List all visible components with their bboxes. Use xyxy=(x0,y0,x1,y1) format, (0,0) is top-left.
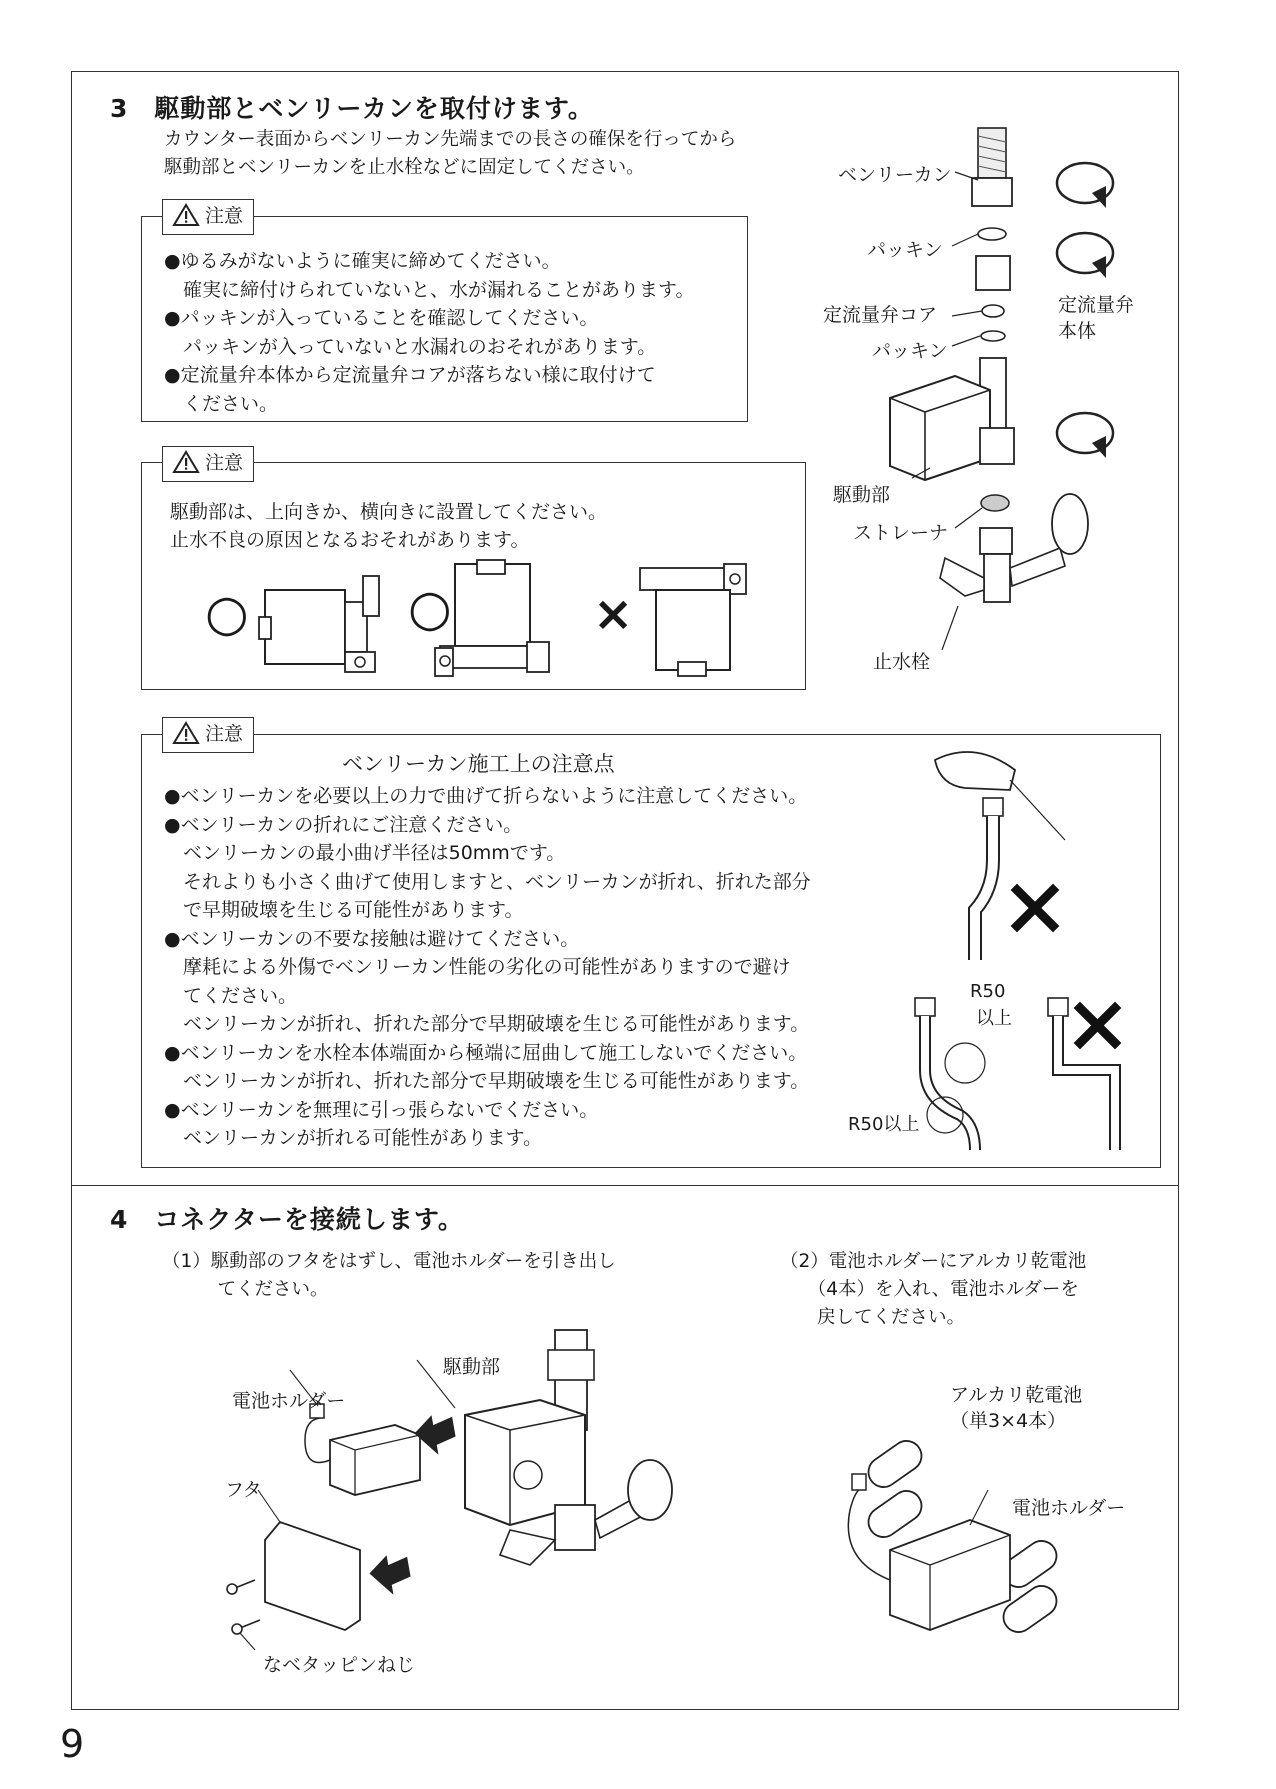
step2-line1: （2）電池ホルダーにアルカリ乾電池 xyxy=(780,1251,1087,1272)
caution1-line: ●定流量弁本体から定流量弁コアが落ちない様に取付けて xyxy=(164,364,656,386)
section4-heading: 4 コネクターを接続します。 xyxy=(110,1205,464,1234)
caution3-line: ●ベンリーカンの不要な接触は避けてください。 xyxy=(164,927,580,950)
caution3-line: ベンリーカンの最小曲げ半径は50mmです。 xyxy=(164,842,566,864)
step1-line1: （1）駆動部のフタをはずし、電池ホルダーを引き出し xyxy=(162,1251,616,1272)
label-screw: なベタッピンねじ xyxy=(263,1654,416,1676)
label-packing-1: パッキン xyxy=(867,239,943,261)
caution3-line: 摩耗による外傷でベンリーカン性能の劣化の可能性がありますので避け xyxy=(164,956,791,978)
r50-label-b: R50以上 xyxy=(848,1114,920,1135)
caution3-line: ベンリーカンが折れ、折れた部分で早期破壊を生じる可能性があります。 xyxy=(164,1070,810,1092)
step2-line3: 戻してください。 xyxy=(780,1307,966,1328)
label-drive-unit-2: 駆動部 xyxy=(443,1356,501,1378)
caution3-line: ●ベンリーカンを無理に引っ張らないでください。 xyxy=(164,1098,599,1121)
caution1-line: パッキンが入っていないと水漏れのおそれがあります。 xyxy=(164,335,657,358)
section3-intro-line1: カウンター表面からベンリーカン先端までの長さの確保を行ってから xyxy=(164,129,737,150)
caution1-line: ●パッキンが入っていることを確認してください。 xyxy=(164,307,599,329)
caution2-line: 駆動部は、上向きか、横向きに設置してください。 xyxy=(170,501,608,523)
hose-bend-illustration xyxy=(915,740,1155,1160)
section3-intro-line2: 駆動部とベンリーカンを止水栓などに固定してください。 xyxy=(164,157,645,178)
section3-heading: 3 駆動部とベンリーカンを取付けます。 xyxy=(110,94,594,123)
drive-sideways-illustration xyxy=(255,572,385,677)
page-number: 9 xyxy=(60,1722,85,1766)
caution-tag-3 xyxy=(162,717,254,753)
caution1-line: 確実に締付けられていないと、水が漏れることがあります。 xyxy=(164,278,695,301)
section-divider xyxy=(71,1185,1179,1186)
step2-line2: （4本）を入れ、電池ホルダーを xyxy=(780,1279,1079,1300)
caution3-line: ●ベンリーカンを水栓本体端面から極端に屈曲して施工しないでください。 xyxy=(164,1041,808,1064)
caution3-title: ベンリーカン施工上の注意点 xyxy=(342,752,615,776)
battery-holder-removal-illustration xyxy=(210,1330,690,1670)
drive-downward-illustration xyxy=(640,562,755,680)
warning-icon xyxy=(173,451,199,484)
caution-tag-1 xyxy=(162,199,254,235)
caution3-line: で早期破壊を生じる可能性があります。 xyxy=(164,899,524,921)
r50-label-a-line2: 以上 xyxy=(976,1008,1012,1029)
caution3-line: ベンリーカンが折れ、折れた部分で早期破壊を生じる可能性があります。 xyxy=(164,1013,810,1035)
caution3-line: それよりも小さく曲げて使用しますと、ベンリーカンが折れ、折れた部分 xyxy=(164,870,811,893)
label-packing-2: パッキン xyxy=(872,340,948,362)
label-battery-holder: 電池ホルダー xyxy=(232,1390,346,1412)
label-battery-line1: アルカリ乾電池 xyxy=(950,1384,1083,1406)
caution2-line: 止水不良の原因となるおそれがあります。 xyxy=(170,529,530,551)
caution3-line: ベンリーカンが折れる可能性があります。 xyxy=(164,1127,543,1149)
label-battery-holder-2: 電池ホルダー xyxy=(1012,1497,1126,1519)
label-drive-unit: 駆動部 xyxy=(833,484,891,506)
caution-tag-2 xyxy=(162,446,254,482)
caution-tag-1-label: 注意 xyxy=(205,205,244,227)
caution3-line: てください。 xyxy=(164,984,298,1007)
label-benrikan: ベンリーカン xyxy=(838,164,952,186)
r50-label-a-line1: R50 xyxy=(970,981,1006,1002)
warning-icon xyxy=(173,204,199,237)
ng-mark: × xyxy=(593,586,634,642)
label-battery-line2: （単3×4本） xyxy=(950,1410,1067,1432)
caution3-line: ●ベンリーカンを必要以上の力で曲げて折らないように注意してください。 xyxy=(164,785,808,807)
label-lid: フタ xyxy=(225,1479,262,1501)
label-valve-body-line1: 定流量弁 xyxy=(1058,294,1135,316)
ok-mark-2: ○ xyxy=(408,579,452,637)
caution-tag-2-label: 注意 xyxy=(205,452,244,474)
label-strainer: ストレーナ xyxy=(853,522,949,544)
warning-icon xyxy=(173,722,199,755)
caution1-line: ください。 xyxy=(164,392,279,415)
label-core: 定流量弁コア xyxy=(823,304,938,326)
step1-line2: てください。 xyxy=(162,1279,329,1300)
drive-upright-illustration xyxy=(435,560,555,678)
caution1-line: ●ゆるみがないように確実に締めてください。 xyxy=(164,250,561,272)
battery-insertion-illustration xyxy=(820,1410,1080,1660)
caution-tag-3-label: 注意 xyxy=(205,723,244,745)
caution3-line: ●ベンリーカンの折れにご注意ください。 xyxy=(164,813,523,836)
label-valve-body-line2: 本体 xyxy=(1058,320,1097,342)
ok-mark-1: ○ xyxy=(205,584,249,642)
label-stopcock: 止水栓 xyxy=(873,651,931,673)
exploded-assembly-illustration xyxy=(860,128,1120,678)
